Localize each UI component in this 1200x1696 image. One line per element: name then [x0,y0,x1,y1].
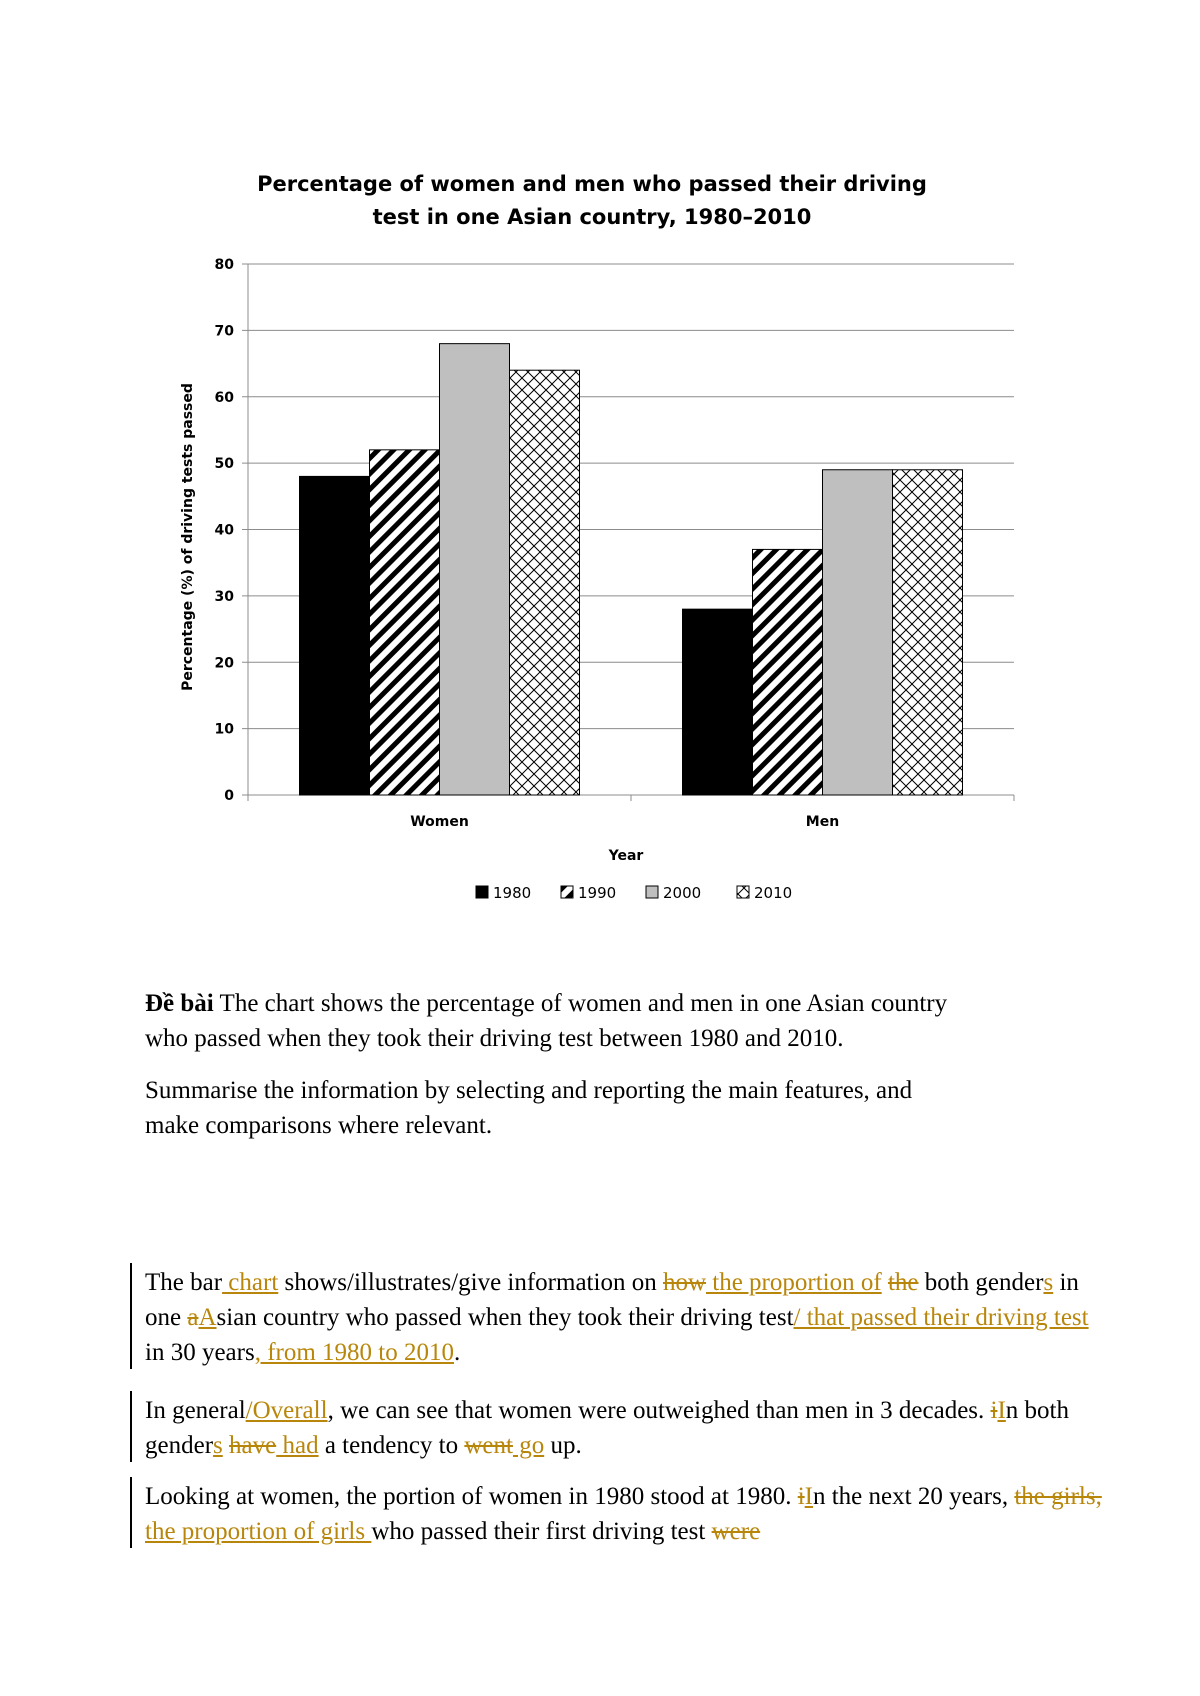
legend-label: 1980 [493,884,532,902]
bar-1990 [370,450,440,795]
inserted-text: /Overall [245,1397,328,1424]
essay-text: The bar [145,1269,223,1296]
inserted-text: had [276,1432,319,1459]
essay-text: who passed their first driving test [371,1518,712,1545]
y-tick-labels [215,257,235,804]
y-tick-label: 40 [214,522,234,539]
deleted-text: i [797,1483,805,1510]
y-tick-label: 50 [214,456,234,473]
legend-label: 1990 [578,884,617,902]
deleted-text: the [887,1269,919,1296]
bar-2010 [893,470,963,795]
inserted-text: chart [222,1269,279,1296]
deleted-text: the girls, [1014,1483,1102,1510]
legend-label: 2010 [754,884,793,902]
inserted-text: the proportion of [706,1269,882,1296]
revision-bar [130,1263,132,1369]
essay-paragraph-3 [145,1479,1105,1549]
x-tick-label: Women [410,814,469,830]
prompt-line-2: who passed when they took their driving test between 1980 and 2010. [145,1025,844,1052]
x-tick-label: Men [805,814,840,830]
revision-bar [130,1477,132,1548]
prompt-line-4: make comparisons where relevant. [145,1112,493,1139]
essay-text: n both gender [145,1397,1069,1459]
essay-text: Looking at women, the portion of women in 1980 stood at 1980. [145,1483,798,1510]
y-tick-label: 30 [214,588,234,605]
essay-text: a tendency to [318,1432,465,1459]
y-tick-label: 0 [224,788,234,804]
bar-2010 [510,370,580,795]
bar-1990 [753,549,823,795]
essay-text: in 30 years [145,1339,255,1366]
prompt-block [145,986,1085,1143]
x-tick-labels [410,814,839,830]
bar-2000 [440,344,510,795]
inserted-text: I [997,1397,1006,1424]
bar-1980 [300,476,370,795]
chart-title-line-1: Percentage of women and men who passed their driving [257,172,927,196]
bar-2000 [823,470,893,795]
inserted-text: / that passed their driving test [793,1304,1089,1331]
prompt-label: Đề bài [145,990,214,1017]
prompt-line-3: Summarise the information by selecting and reporting the main features, and [145,1077,913,1104]
essay-text: sian country who passed when they took their driving test [216,1304,794,1331]
y-tick-label: 60 [214,389,234,406]
inserted-text: A [198,1304,217,1331]
y-tick-label: 80 [214,257,234,273]
inserted-text: , from 1980 to 2010 [254,1339,454,1366]
revision-bar [130,1391,132,1462]
deleted-text: were [711,1518,761,1545]
inserted-text: s [213,1432,223,1459]
bars [300,344,963,795]
essay-paragraph-2 [145,1393,1105,1463]
bar-1980 [683,609,753,795]
legend-swatch [561,886,573,898]
deleted-text: how [662,1269,707,1296]
inserted-text: go [512,1432,545,1459]
essay-text: n the next 20 years, [812,1483,1015,1510]
y-axis-title: Percentage (%) of driving tests passed [180,383,196,691]
inserted-text: I [804,1483,813,1510]
essay-text: shows/illustrates/give information on [278,1269,663,1296]
inserted-text: s [1043,1269,1054,1296]
essay-text: in one [145,1269,1079,1331]
legend-swatch [646,886,658,898]
y-tick-label: 20 [214,655,234,672]
essay-text: . [454,1339,461,1366]
deleted-text: a [187,1304,199,1331]
prompt-line-1-text: The chart shows the percentage of women and men in one Asian country [213,990,948,1017]
legend-swatch [737,886,749,898]
inserted-text: the proportion of girls [145,1518,372,1545]
deleted-text: i [990,1397,998,1424]
essay-text: both gender [918,1269,1044,1296]
y-tick-label: 10 [214,721,234,738]
legend-label: 2000 [663,884,702,902]
prompt-line-1 [145,986,1085,1021]
legend [476,884,792,902]
x-axis-title: Year [608,848,644,864]
essay-paragraph-1 [145,1265,1105,1370]
y-tick-label: 70 [214,323,234,340]
legend-swatch [476,886,488,898]
chart-title-line-2: test in one Asian country, 1980–2010 [372,205,812,229]
essay-text: , we can see that women were outweighed than men in 3 decades. [327,1397,991,1424]
deleted-text: went [464,1432,513,1459]
essay-text: up. [544,1432,582,1459]
essay-text: In general [145,1397,246,1424]
deleted-text: have [229,1432,277,1459]
